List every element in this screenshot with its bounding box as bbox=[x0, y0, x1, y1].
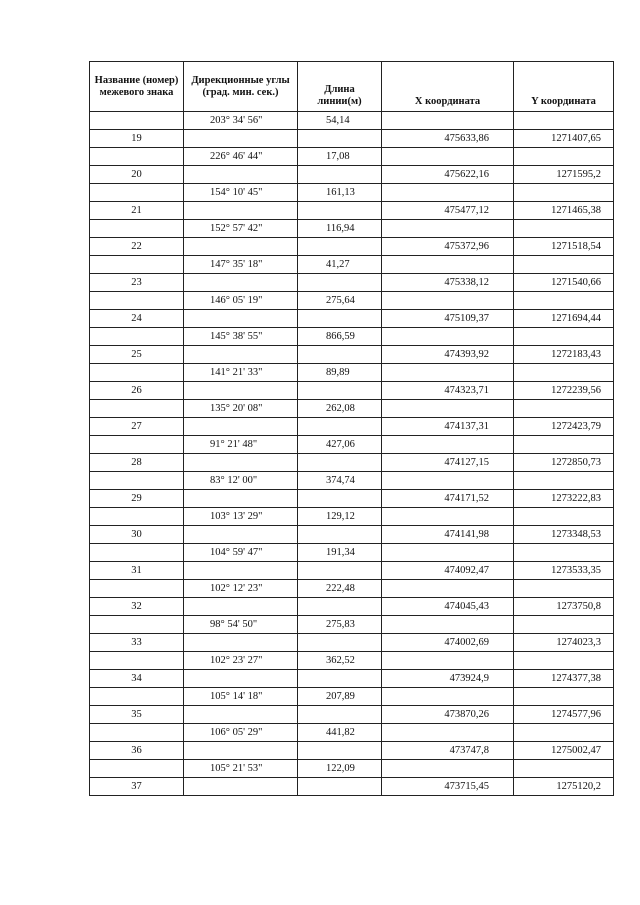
cell-y-coordinate bbox=[514, 688, 614, 706]
table-row bbox=[90, 202, 614, 220]
cell-bearing-angle bbox=[184, 202, 298, 220]
cell-line-length bbox=[298, 562, 382, 580]
cell-y-coordinate: 1271465,38 bbox=[514, 202, 614, 220]
table-row bbox=[90, 418, 614, 436]
cell-marker-name: 27 bbox=[90, 418, 184, 436]
cell-y-coordinate bbox=[514, 580, 614, 598]
cell-y-coordinate bbox=[514, 436, 614, 454]
table-row bbox=[90, 778, 614, 796]
cell-marker-name bbox=[90, 616, 184, 634]
cell-bearing-angle bbox=[184, 130, 298, 148]
cell-bearing-angle bbox=[184, 166, 298, 184]
header-x-coordinate: X координата bbox=[382, 62, 514, 112]
cell-line-length: 427,06 bbox=[298, 436, 382, 454]
cell-x-coordinate: 474092,47 bbox=[382, 562, 514, 580]
cell-line-length: 362,52 bbox=[298, 652, 382, 670]
cell-line-length: 17,08 bbox=[298, 148, 382, 166]
table-row bbox=[90, 634, 614, 652]
table-row bbox=[90, 382, 614, 400]
table-row bbox=[90, 238, 614, 256]
cell-y-coordinate bbox=[514, 616, 614, 634]
cell-y-coordinate: 1273533,35 bbox=[514, 562, 614, 580]
cell-line-length: 207,89 bbox=[298, 688, 382, 706]
cell-y-coordinate: 1272423,79 bbox=[514, 418, 614, 436]
cell-y-coordinate: 1273750,8 bbox=[514, 598, 614, 616]
cell-bearing-angle: 226° 46' 44" bbox=[184, 148, 298, 166]
cell-y-coordinate: 1272183,43 bbox=[514, 346, 614, 364]
table-header-row bbox=[90, 62, 614, 112]
cell-x-coordinate bbox=[382, 616, 514, 634]
cell-x-coordinate bbox=[382, 364, 514, 382]
cell-x-coordinate bbox=[382, 760, 514, 778]
cell-line-length bbox=[298, 346, 382, 364]
table-row bbox=[90, 562, 614, 580]
table-row bbox=[90, 274, 614, 292]
cell-bearing-angle: 104° 59' 47" bbox=[184, 544, 298, 562]
cell-bearing-angle bbox=[184, 598, 298, 616]
cell-bearing-angle bbox=[184, 454, 298, 472]
cell-marker-name: 36 bbox=[90, 742, 184, 760]
cell-bearing-angle: 98° 54' 50" bbox=[184, 616, 298, 634]
cell-marker-name bbox=[90, 724, 184, 742]
table-row bbox=[90, 706, 614, 724]
table-row bbox=[90, 454, 614, 472]
cell-y-coordinate bbox=[514, 472, 614, 490]
cell-bearing-angle bbox=[184, 562, 298, 580]
cell-x-coordinate: 473715,45 bbox=[382, 778, 514, 796]
cell-marker-name bbox=[90, 328, 184, 346]
cell-marker-name: 22 bbox=[90, 238, 184, 256]
table-row bbox=[90, 292, 614, 310]
header-bearing-angles: Дирекционные углы (град. мин. сек.) bbox=[184, 62, 298, 112]
cell-bearing-angle: 105° 21' 53" bbox=[184, 760, 298, 778]
table-row bbox=[90, 688, 614, 706]
cell-marker-name bbox=[90, 436, 184, 454]
cell-line-length: 89,89 bbox=[298, 364, 382, 382]
table-row bbox=[90, 526, 614, 544]
cell-marker-name bbox=[90, 292, 184, 310]
cell-y-coordinate bbox=[514, 184, 614, 202]
cell-bearing-angle: 106° 05' 29" bbox=[184, 724, 298, 742]
cell-line-length: 262,08 bbox=[298, 400, 382, 418]
cell-marker-name: 33 bbox=[90, 634, 184, 652]
cell-bearing-angle: 146° 05' 19" bbox=[184, 292, 298, 310]
cell-bearing-angle bbox=[184, 382, 298, 400]
table-row bbox=[90, 112, 614, 130]
cell-x-coordinate bbox=[382, 472, 514, 490]
cell-y-coordinate bbox=[514, 508, 614, 526]
cell-x-coordinate: 474002,69 bbox=[382, 634, 514, 652]
cell-bearing-angle bbox=[184, 778, 298, 796]
cell-marker-name: 21 bbox=[90, 202, 184, 220]
cell-marker-name bbox=[90, 364, 184, 382]
cell-x-coordinate: 475338,12 bbox=[382, 274, 514, 292]
cell-line-length: 129,12 bbox=[298, 508, 382, 526]
table-row bbox=[90, 310, 614, 328]
cell-marker-name: 24 bbox=[90, 310, 184, 328]
cell-x-coordinate bbox=[382, 184, 514, 202]
cell-bearing-angle: 135° 20' 08" bbox=[184, 400, 298, 418]
cell-y-coordinate bbox=[514, 364, 614, 382]
cell-x-coordinate: 474045,43 bbox=[382, 598, 514, 616]
cell-marker-name: 23 bbox=[90, 274, 184, 292]
cell-line-length: 41,27 bbox=[298, 256, 382, 274]
cell-bearing-angle bbox=[184, 418, 298, 436]
cell-bearing-angle: 203° 34' 56" bbox=[184, 112, 298, 130]
cell-line-length bbox=[298, 454, 382, 472]
cell-y-coordinate: 1272239,56 bbox=[514, 382, 614, 400]
cell-y-coordinate: 1273222,83 bbox=[514, 490, 614, 508]
cell-line-length bbox=[298, 526, 382, 544]
cell-line-length bbox=[298, 202, 382, 220]
cell-x-coordinate: 474393,92 bbox=[382, 346, 514, 364]
cell-marker-name bbox=[90, 544, 184, 562]
cell-line-length: 275,83 bbox=[298, 616, 382, 634]
cell-bearing-angle bbox=[184, 742, 298, 760]
cell-y-coordinate: 1275002,47 bbox=[514, 742, 614, 760]
cell-x-coordinate: 475477,12 bbox=[382, 202, 514, 220]
table-row bbox=[90, 130, 614, 148]
cell-marker-name bbox=[90, 112, 184, 130]
cell-bearing-angle: 91° 21' 48" bbox=[184, 436, 298, 454]
boundary-coordinates-table bbox=[89, 61, 614, 796]
cell-bearing-angle: 141° 21' 33" bbox=[184, 364, 298, 382]
table-body bbox=[90, 112, 614, 796]
cell-line-length bbox=[298, 670, 382, 688]
cell-line-length bbox=[298, 130, 382, 148]
cell-marker-name bbox=[90, 184, 184, 202]
cell-bearing-angle: 147° 35' 18" bbox=[184, 256, 298, 274]
cell-line-length: 116,94 bbox=[298, 220, 382, 238]
cell-line-length: 191,34 bbox=[298, 544, 382, 562]
table-row bbox=[90, 652, 614, 670]
cell-x-coordinate: 474127,15 bbox=[382, 454, 514, 472]
cell-x-coordinate bbox=[382, 436, 514, 454]
cell-x-coordinate: 475372,96 bbox=[382, 238, 514, 256]
cell-y-coordinate bbox=[514, 292, 614, 310]
cell-line-length bbox=[298, 778, 382, 796]
cell-y-coordinate: 1274023,3 bbox=[514, 634, 614, 652]
cell-marker-name: 29 bbox=[90, 490, 184, 508]
header-y-coordinate: Y координата bbox=[514, 62, 614, 112]
cell-bearing-angle: 152° 57' 42" bbox=[184, 220, 298, 238]
cell-marker-name: 37 bbox=[90, 778, 184, 796]
cell-line-length: 54,14 bbox=[298, 112, 382, 130]
cell-bearing-angle: 103° 13' 29" bbox=[184, 508, 298, 526]
table-row bbox=[90, 616, 614, 634]
cell-marker-name bbox=[90, 472, 184, 490]
cell-marker-name bbox=[90, 148, 184, 166]
table-row bbox=[90, 670, 614, 688]
cell-bearing-angle: 145° 38' 55" bbox=[184, 328, 298, 346]
cell-y-coordinate bbox=[514, 256, 614, 274]
cell-marker-name: 31 bbox=[90, 562, 184, 580]
cell-y-coordinate bbox=[514, 220, 614, 238]
cell-x-coordinate bbox=[382, 508, 514, 526]
cell-bearing-angle bbox=[184, 346, 298, 364]
table-row bbox=[90, 184, 614, 202]
cell-y-coordinate bbox=[514, 760, 614, 778]
cell-y-coordinate: 1271595,2 bbox=[514, 166, 614, 184]
cell-bearing-angle: 83° 12' 00" bbox=[184, 472, 298, 490]
cell-x-coordinate bbox=[382, 652, 514, 670]
cell-line-length bbox=[298, 634, 382, 652]
cell-x-coordinate: 474171,52 bbox=[382, 490, 514, 508]
table-row bbox=[90, 346, 614, 364]
cell-marker-name: 25 bbox=[90, 346, 184, 364]
cell-marker-name bbox=[90, 508, 184, 526]
cell-y-coordinate bbox=[514, 148, 614, 166]
cell-line-length: 275,64 bbox=[298, 292, 382, 310]
table-row bbox=[90, 436, 614, 454]
cell-x-coordinate: 473924,9 bbox=[382, 670, 514, 688]
cell-marker-name: 26 bbox=[90, 382, 184, 400]
table-row bbox=[90, 544, 614, 562]
cell-bearing-angle: 105° 14' 18" bbox=[184, 688, 298, 706]
cell-marker-name bbox=[90, 220, 184, 238]
table-row bbox=[90, 148, 614, 166]
cell-y-coordinate bbox=[514, 544, 614, 562]
cell-marker-name bbox=[90, 652, 184, 670]
cell-y-coordinate: 1271407,65 bbox=[514, 130, 614, 148]
cell-x-coordinate bbox=[382, 292, 514, 310]
cell-line-length: 866,59 bbox=[298, 328, 382, 346]
cell-y-coordinate bbox=[514, 652, 614, 670]
cell-x-coordinate bbox=[382, 688, 514, 706]
table-row bbox=[90, 256, 614, 274]
cell-x-coordinate bbox=[382, 256, 514, 274]
cell-x-coordinate: 475622,16 bbox=[382, 166, 514, 184]
cell-line-length bbox=[298, 490, 382, 508]
cell-marker-name bbox=[90, 688, 184, 706]
table-row bbox=[90, 742, 614, 760]
cell-x-coordinate bbox=[382, 724, 514, 742]
cell-x-coordinate: 475633,86 bbox=[382, 130, 514, 148]
cell-y-coordinate: 1271694,44 bbox=[514, 310, 614, 328]
cell-bearing-angle bbox=[184, 706, 298, 724]
table-row bbox=[90, 598, 614, 616]
table-row bbox=[90, 328, 614, 346]
cell-marker-name: 28 bbox=[90, 454, 184, 472]
cell-bearing-angle bbox=[184, 490, 298, 508]
table-row bbox=[90, 400, 614, 418]
cell-marker-name: 34 bbox=[90, 670, 184, 688]
cell-x-coordinate: 473747,8 bbox=[382, 742, 514, 760]
cell-bearing-angle bbox=[184, 526, 298, 544]
table-row bbox=[90, 760, 614, 778]
cell-x-coordinate bbox=[382, 544, 514, 562]
cell-y-coordinate bbox=[514, 724, 614, 742]
cell-y-coordinate: 1272850,73 bbox=[514, 454, 614, 472]
table-row bbox=[90, 472, 614, 490]
cell-y-coordinate: 1275120,2 bbox=[514, 778, 614, 796]
cell-line-length: 222,48 bbox=[298, 580, 382, 598]
cell-x-coordinate bbox=[382, 112, 514, 130]
cell-x-coordinate bbox=[382, 148, 514, 166]
cell-line-length: 374,74 bbox=[298, 472, 382, 490]
cell-line-length: 122,09 bbox=[298, 760, 382, 778]
cell-bearing-angle: 154° 10' 45" bbox=[184, 184, 298, 202]
cell-marker-name: 30 bbox=[90, 526, 184, 544]
cell-bearing-angle bbox=[184, 274, 298, 292]
cell-bearing-angle bbox=[184, 238, 298, 256]
cell-y-coordinate bbox=[514, 328, 614, 346]
cell-x-coordinate: 473870,26 bbox=[382, 706, 514, 724]
cell-x-coordinate: 474141,98 bbox=[382, 526, 514, 544]
table-row bbox=[90, 724, 614, 742]
cell-y-coordinate: 1274577,96 bbox=[514, 706, 614, 724]
header-marker-name: Название (номер) межевого знака bbox=[90, 62, 184, 112]
table-row bbox=[90, 508, 614, 526]
cell-marker-name bbox=[90, 400, 184, 418]
cell-line-length bbox=[298, 274, 382, 292]
cell-y-coordinate bbox=[514, 112, 614, 130]
cell-line-length bbox=[298, 238, 382, 256]
cell-line-length bbox=[298, 382, 382, 400]
cell-marker-name bbox=[90, 760, 184, 778]
cell-x-coordinate bbox=[382, 580, 514, 598]
cell-marker-name: 20 bbox=[90, 166, 184, 184]
cell-bearing-angle bbox=[184, 670, 298, 688]
cell-x-coordinate bbox=[382, 220, 514, 238]
cell-x-coordinate: 474137,31 bbox=[382, 418, 514, 436]
cell-line-length bbox=[298, 706, 382, 724]
table-row bbox=[90, 220, 614, 238]
cell-x-coordinate: 474323,71 bbox=[382, 382, 514, 400]
table-row bbox=[90, 490, 614, 508]
cell-x-coordinate bbox=[382, 328, 514, 346]
cell-marker-name bbox=[90, 256, 184, 274]
cell-y-coordinate: 1274377,38 bbox=[514, 670, 614, 688]
table-row bbox=[90, 364, 614, 382]
cell-line-length bbox=[298, 418, 382, 436]
cell-marker-name: 35 bbox=[90, 706, 184, 724]
cell-marker-name bbox=[90, 580, 184, 598]
cell-marker-name: 19 bbox=[90, 130, 184, 148]
cell-line-length: 441,82 bbox=[298, 724, 382, 742]
cell-line-length bbox=[298, 598, 382, 616]
cell-line-length: 161,13 bbox=[298, 184, 382, 202]
cell-bearing-angle: 102° 23' 27" bbox=[184, 652, 298, 670]
cell-bearing-angle bbox=[184, 634, 298, 652]
cell-y-coordinate bbox=[514, 400, 614, 418]
cell-bearing-angle: 102° 12' 23" bbox=[184, 580, 298, 598]
cell-line-length bbox=[298, 742, 382, 760]
table-row bbox=[90, 166, 614, 184]
table-row bbox=[90, 580, 614, 598]
cell-line-length bbox=[298, 310, 382, 328]
cell-x-coordinate: 475109,37 bbox=[382, 310, 514, 328]
cell-marker-name: 32 bbox=[90, 598, 184, 616]
cell-line-length bbox=[298, 166, 382, 184]
cell-y-coordinate: 1271540,66 bbox=[514, 274, 614, 292]
cell-y-coordinate: 1271518,54 bbox=[514, 238, 614, 256]
cell-bearing-angle bbox=[184, 310, 298, 328]
cell-y-coordinate: 1273348,53 bbox=[514, 526, 614, 544]
cell-x-coordinate bbox=[382, 400, 514, 418]
header-line-length: Длина линии(м) bbox=[298, 62, 382, 112]
